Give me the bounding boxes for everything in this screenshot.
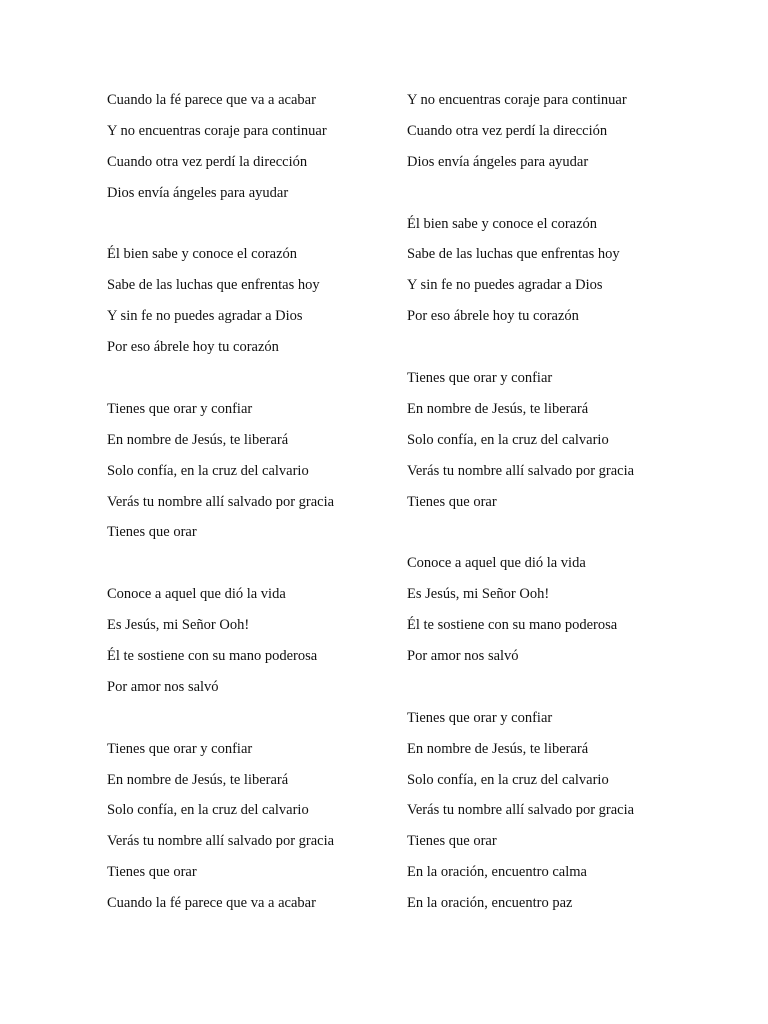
lyric-line: Cuando la fé parece que va a acabar bbox=[107, 895, 316, 912]
lyric-line: Y no encuentras coraje para continuar bbox=[107, 122, 327, 139]
lyric-line: Es Jesús, mi Señor Ooh! bbox=[107, 617, 250, 634]
lyric-line: Y sin fe no puedes agradar a Dios bbox=[407, 277, 603, 294]
lyric-line: Por amor nos salvó bbox=[407, 648, 519, 665]
lyric-line: Él bien sabe y conoce el corazón bbox=[407, 215, 598, 232]
lyric-line: Dios envía ángeles para ayudar bbox=[107, 184, 289, 201]
stanza-break bbox=[107, 213, 407, 244]
lyric-line: Verás tu nombre allí salvado por gracia bbox=[107, 833, 335, 850]
lyric-line: Solo confía, en la cruz del calvario bbox=[407, 431, 609, 448]
lyric-line: Tienes que orar bbox=[107, 864, 197, 881]
lyric-line: Sabe de las luchas que enfrentas hoy bbox=[407, 246, 620, 263]
lyric-line: Solo confía, en la cruz del calvario bbox=[107, 462, 309, 479]
lyric-line: Por eso ábrele hoy tu corazón bbox=[107, 339, 279, 356]
stanza-break bbox=[107, 367, 407, 398]
lyric-line: Él te sostiene con su mano poderosa bbox=[407, 617, 618, 634]
lyric-line: En la oración, encuentro paz bbox=[407, 895, 573, 912]
lyric-line: Tienes que orar y confiar bbox=[407, 709, 553, 726]
lyric-line: Él bien sabe y conoce el corazón bbox=[107, 246, 298, 263]
lyric-line: Tienes que orar y confiar bbox=[407, 370, 553, 387]
lyric-line: En nombre de Jesús, te liberará bbox=[407, 400, 589, 417]
stanza-break bbox=[407, 182, 707, 213]
lyric-line: Por amor nos salvó bbox=[107, 678, 219, 695]
lyric-line: Conoce a aquel que dió la vida bbox=[407, 555, 586, 572]
lyric-line: Verás tu nombre allí salvado por gracia bbox=[407, 462, 635, 479]
lyric-line: Solo confía, en la cruz del calvario bbox=[107, 802, 309, 819]
lyric-line: Verás tu nombre allí salvado por gracia bbox=[407, 802, 635, 819]
stanza-break bbox=[107, 707, 407, 738]
lyric-line: Y sin fe no puedes agradar a Dios bbox=[107, 308, 303, 325]
lyric-line: Sabe de las luchas que enfrentas hoy bbox=[107, 277, 320, 294]
lyric-line: Tienes que orar y confiar bbox=[107, 740, 253, 757]
lyric-line: Conoce a aquel que dió la vida bbox=[107, 586, 286, 603]
lyric-line: En nombre de Jesús, te liberará bbox=[107, 771, 289, 788]
lyric-line: En nombre de Jesús, te liberará bbox=[407, 740, 589, 757]
stanza-break bbox=[407, 676, 707, 707]
stanza-break bbox=[407, 336, 707, 367]
lyric-line: Y no encuentras coraje para continuar bbox=[407, 92, 627, 108]
lyric-line: Él te sostiene con su mano poderosa bbox=[107, 648, 318, 665]
lyric-line: Tienes que orar bbox=[107, 524, 197, 541]
lyric-line: Es Jesús, mi Señor Ooh! bbox=[407, 586, 550, 603]
stanza-break bbox=[107, 552, 407, 583]
lyric-line: Cuando otra vez perdí la dirección bbox=[407, 122, 608, 139]
lyric-line: Tienes que orar bbox=[407, 493, 497, 510]
lyric-line: Solo confía, en la cruz del calvario bbox=[407, 771, 609, 788]
lyric-line: Verás tu nombre allí salvado por gracia bbox=[107, 493, 335, 510]
lyric-line: Cuando otra vez perdí la dirección bbox=[107, 153, 308, 170]
lyric-line: En nombre de Jesús, te liberará bbox=[107, 431, 289, 448]
lyric-line: Tienes que orar y confiar bbox=[107, 400, 253, 417]
lyric-line: Por eso ábrele hoy tu corazón bbox=[407, 308, 579, 325]
lyric-line: Cuando la fé parece que va a acabar bbox=[107, 92, 316, 108]
lyrics-column-left bbox=[107, 89, 407, 923]
lyrics-column-right bbox=[407, 89, 707, 923]
lyric-line: En la oración, encuentro calma bbox=[407, 864, 587, 881]
lyric-line: Dios envía ángeles para ayudar bbox=[407, 153, 589, 170]
stanza-break bbox=[407, 521, 707, 552]
lyric-line: Tienes que orar bbox=[407, 833, 497, 850]
